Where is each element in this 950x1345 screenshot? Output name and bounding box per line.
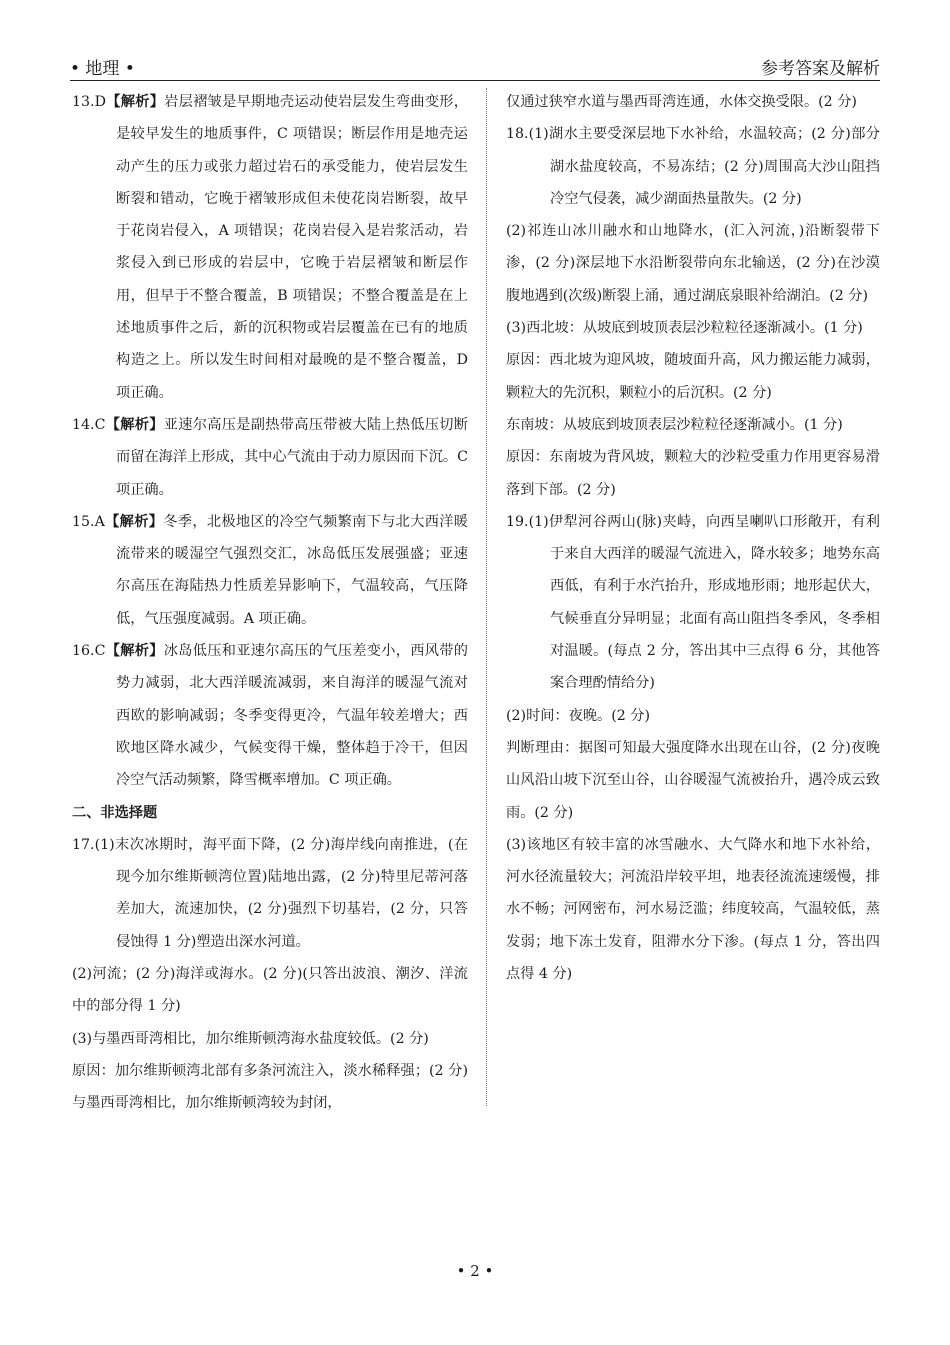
question-number: 15.A [72,513,105,530]
answer-18-reason-southeast: 原因：东南坡为背风坡，颗粒大的沙粒受重力作用更容易滑落到下部。(2 分) [506,449,880,498]
answer-17-part1: 17.(1)末次冰期时，海平面下降，(2 分)海岸线向南推进，(在现今加尔维斯顿湾位置)陆地出露，(2 分)特里尼蒂河落差加大，流速加快，(2 分)强烈下切基岩，(2 分，只答侵蚀得 1 分)塑造出深水河道。 [72,836,468,950]
analysis-tag: 【解析】 [104,513,164,530]
question-number: 13.D [72,94,106,110]
analysis-tag: 【解析】 [105,643,164,660]
document-title: 参考答案及解析 [761,59,880,79]
right-column [506,86,880,990]
answer-15 [72,506,468,635]
page-header [70,52,880,81]
answer-18-southeast: 东南坡：从坡底到坡顶表层沙粒粒径逐渐减小。(1 分) [506,416,843,433]
analysis-tag: 【解析】 [105,94,165,110]
answer-18-part2: (2)祁连山冰川融水和山地降水，(汇入河流，)沿断裂带下渗，(2 分)深层地下水沿断裂带向东北输送，(2 分)在沙漠腹地遇到(次级)断裂上涌，通过湖底泉眼补给湖泊。(2 分) [506,223,880,304]
question-number: 16.C [72,643,106,660]
answer-17-part3: (3)与墨西哥湾相比，加尔维斯顿湾海水盐度较低。(2 分) [72,1030,429,1047]
subject-label: • 地理 • [70,59,135,79]
answer-text: 岩层褶皱是早期地壳运动使岩层发生弯曲变形，是较早发生的地质事件，C 项错误；断层作用是地壳运动产生的压力或张力超过岩石的承受能力，使岩层发生断裂和错动，它晚于褶皱形成但未使花岗岩断裂，故早于花岗岩侵入，A 项错误；花岗岩侵入是岩浆活动，岩浆侵入到已形成的岩层中，它晚于岩层褶皱和断层作用，但早于不整合覆盖，B 项错误；不整合覆盖是在上述地质事件之后，新的沉积物或岩层覆盖在已有的地质构造之上。所以发生时间相对最晚的是不整合覆盖，D 项正确。 [116,94,468,401]
answer-19-part3: (3)该地区有较丰富的冰雪融水、大气降水和地下水补给，河水径流量较大；河流沿岸较平坦，地表径流流速缓慢，排水不畅；河网密布，河水易泛滥；纬度较高，气温较低，蒸发弱；地下冻土发育，阻滞水分下渗。(每点 1 分，答出四点得 4 分) [506,836,880,983]
answer-text: 冰岛低压和亚速尔高压的气压差变小，西风带的势力减弱，北大西洋暖流减弱，来自海洋的暖湿气流对西欧的影响减弱；冬季变得更冷，气温年较差增大；西欧地区降水减少，气候变得干燥，整体趋于冷干，但因冷空气活动频繁，降雪概率增加。C 项正确。 [116,643,468,789]
answer-14 [72,409,468,506]
question-number: 14.C [72,416,106,433]
answer-text: 亚速尔高压是副热带高压带被大陆上热低压切断而留在海洋上形成，其中心气流由于动力原因而下沉。C 项正确。 [116,416,468,498]
answer-17-continued: 仅通过狭窄水道与墨西哥湾连通，水体交换受限。(2 分) [506,94,857,110]
answer-16 [72,635,468,796]
answer-18-part3: (3)西北坡：从坡底到坡顶表层沙粒粒径逐渐减小。(1 分) [506,320,863,337]
answer-19-judgement: 判断理由：据图可知最大强度降水出现在山谷，(2 分)夜晚山风沿山坡下沉至山谷，山谷暖湿气流被抬升，遇冷成云致雨。(2 分) [506,739,880,821]
answer-19-part1: 19.(1)伊犁河谷两山(脉)夹峙，向西呈喇叭口形敞开，有利于来自大西洋的暖湿气流进入，降水较多；地势东高西低，有利于水汽抬升，形成地形雨；地形起伏大，气候垂直分异明显；北面有高山阻挡冬季风，冬季相对温暖。(每点 2 分，答出其中三点得 6 分，其他答案合理酌情给分) [506,513,880,692]
page-number: • 2 • [456,1262,494,1280]
answer-text: 冬季，北极地区的冷空气频繁南下与北大西洋暖流带来的暖湿空气强烈交汇，冰岛低压发展强盛；亚速尔高压在海陆热力性质差异影响下，气温较高，气压降低，气压强度减弱。A 项正确。 [116,513,468,627]
analysis-tag: 【解析】 [105,416,164,433]
answer-13 [72,86,468,409]
answer-18-reason-northwest: 原因：西北坡为迎风坡，随坡面升高，风力搬运能力减弱，颗粒大的先沉积，颗粒小的后沉积。(2 分) [506,352,880,401]
column-divider [486,88,487,1106]
answer-18-part1: 18.(1)湖水主要受深层地下水补给，水温较高；(2 分)部分湖水盐度较高，不易冻结；(2 分)周围高大沙山阻挡冷空气侵袭，减少湖面热量散失。(2 分) [506,126,880,207]
section-heading: 二、非选择题 [72,804,158,821]
answer-17-part4: 原因：加尔维斯顿湾北部有多条河流注入，淡水稀释强；(2 分)与墨西哥湾相比，加尔维斯顿湾较为封闭， [72,1062,468,1112]
left-column [72,86,468,1120]
answer-19-part2: (2)时间：夜晚。(2 分) [506,707,651,724]
answer-17-part2: (2)河流；(2 分)海洋或海水。(2 分)(只答出波浪、潮汐、洋流中的部分得 1 分) [72,966,468,1015]
